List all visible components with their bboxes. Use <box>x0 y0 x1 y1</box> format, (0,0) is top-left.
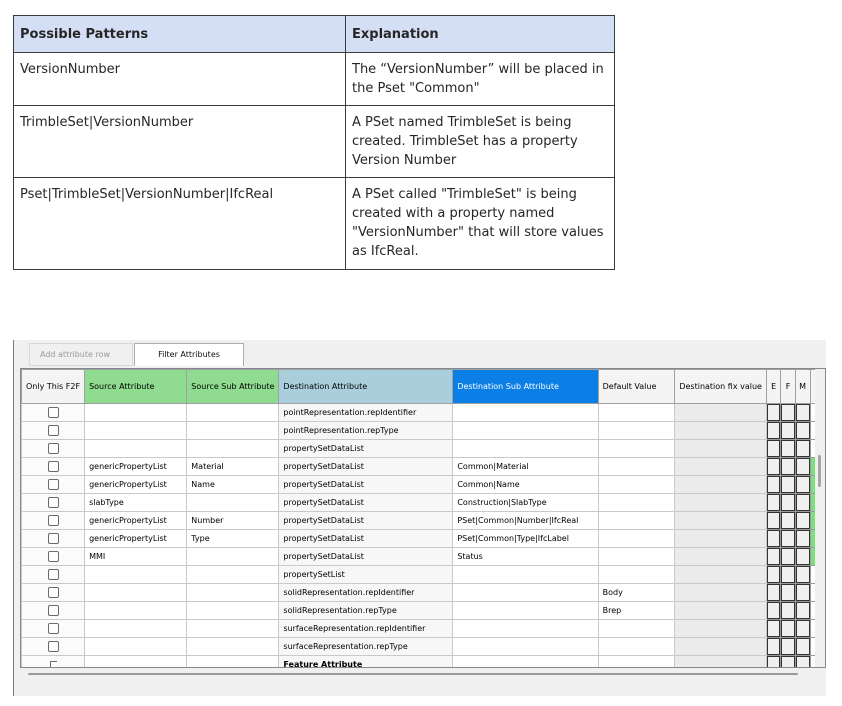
table-row[interactable] <box>22 530 825 548</box>
destination-attribute-cell[interactable]: surfaceRepresentation.repType <box>279 638 453 656</box>
horizontal-scrollbar[interactable] <box>20 673 805 677</box>
table-row[interactable] <box>22 476 825 494</box>
flag-e-cell[interactable] <box>766 512 780 530</box>
flag-m-cell[interactable] <box>795 422 810 440</box>
destination-attribute-cell[interactable]: propertySetDataList <box>279 512 453 530</box>
flag-e-cell[interactable] <box>766 422 780 440</box>
flag-m-box[interactable] <box>796 494 810 511</box>
source-attribute-cell[interactable] <box>85 404 187 422</box>
default-value-cell[interactable] <box>598 620 675 638</box>
patterns-row <box>14 178 615 270</box>
source-attribute-cell[interactable]: MMI <box>85 548 187 566</box>
destination-attribute-cell[interactable]: pointRepresentation.repIdentifier <box>279 404 453 422</box>
flag-e-box[interactable] <box>767 602 780 619</box>
source-sub-attribute-cell[interactable]: Type <box>187 530 279 548</box>
col-header-f[interactable]: F <box>781 370 795 404</box>
flag-e-box[interactable] <box>767 512 780 529</box>
destination-attribute-cell[interactable]: propertySetDataList <box>279 458 453 476</box>
flag-f-box[interactable] <box>781 512 794 529</box>
vertical-scroll-thumb[interactable] <box>818 455 821 487</box>
col-header-only-f2f[interactable]: Only This F2F <box>22 370 85 404</box>
col-header-destination-sub-attribute[interactable]: Destination Sub Attribute <box>453 370 598 404</box>
flag-e-box[interactable] <box>767 584 780 601</box>
flag-f-box[interactable] <box>781 530 794 547</box>
table-row[interactable] <box>22 458 825 476</box>
destination-sub-attribute-cell[interactable]: Common|Name <box>453 476 598 494</box>
destination-fix-value-cell[interactable] <box>675 476 767 494</box>
source-sub-attribute-cell[interactable] <box>187 422 279 440</box>
flag-e-box[interactable] <box>767 404 780 421</box>
patterns-row <box>14 53 615 106</box>
flag-m-cell[interactable] <box>795 584 810 602</box>
grid-header-row <box>22 370 825 404</box>
only-f2f-checkbox-cell[interactable] <box>22 440 85 458</box>
default-value-cell[interactable] <box>598 422 675 440</box>
flag-m-box[interactable] <box>796 566 810 583</box>
source-attribute-cell[interactable]: slabType <box>85 494 187 512</box>
destination-fix-value-cell[interactable] <box>675 602 767 620</box>
attribute-grid <box>20 368 826 668</box>
flag-f-cell[interactable] <box>781 548 795 566</box>
source-attribute-cell[interactable] <box>85 440 187 458</box>
flag-m-cell[interactable] <box>795 458 810 476</box>
flag-e-cell[interactable] <box>766 602 780 620</box>
flag-m-cell[interactable] <box>795 494 810 512</box>
destination-sub-attribute-cell[interactable] <box>453 656 598 669</box>
default-value-cell[interactable] <box>598 548 675 566</box>
flag-m-cell[interactable] <box>795 530 810 548</box>
source-sub-attribute-cell[interactable] <box>187 602 279 620</box>
flag-e-box[interactable] <box>767 548 780 565</box>
flag-e-box[interactable] <box>767 458 780 475</box>
col-header-source-sub-attribute[interactable]: Source Sub Attribute <box>187 370 279 404</box>
flag-e-cell[interactable] <box>766 638 780 656</box>
default-value-cell[interactable] <box>598 656 675 669</box>
flag-e-cell[interactable] <box>766 566 780 584</box>
destination-fix-value-cell[interactable] <box>675 620 767 638</box>
flag-e-cell[interactable] <box>766 404 780 422</box>
default-value-cell[interactable] <box>598 458 675 476</box>
flag-f-box[interactable] <box>781 638 794 655</box>
flag-e-box[interactable] <box>767 656 780 668</box>
flag-m-box[interactable] <box>796 620 810 637</box>
flag-e-box[interactable] <box>767 620 780 637</box>
flag-e-box[interactable] <box>767 494 780 511</box>
flag-f-cell[interactable] <box>781 656 795 669</box>
source-attribute-cell[interactable] <box>85 656 187 669</box>
default-value-cell[interactable] <box>598 476 675 494</box>
destination-attribute-cell[interactable]: propertySetDataList <box>279 476 453 494</box>
flag-e-box[interactable] <box>767 440 780 457</box>
flag-m-cell[interactable] <box>795 548 810 566</box>
flag-m-cell[interactable] <box>795 602 810 620</box>
source-attribute-cell[interactable] <box>85 620 187 638</box>
only-f2f-checkbox-cell[interactable] <box>22 530 85 548</box>
destination-attribute-cell[interactable]: solidRepresentation.repIdentifier <box>279 584 453 602</box>
col-header-default-value[interactable]: Default Value <box>598 370 675 404</box>
flag-m-box[interactable] <box>796 404 810 421</box>
flag-f-cell[interactable] <box>781 512 795 530</box>
attribute-table <box>21 369 825 668</box>
only-f2f-checkbox-cell[interactable] <box>22 476 85 494</box>
source-attribute-cell[interactable]: genericPropertyList <box>85 476 187 494</box>
flag-f-cell[interactable] <box>781 584 795 602</box>
flag-e-cell[interactable] <box>766 440 780 458</box>
destination-attribute-cell[interactable]: surfaceRepresentation.repIdentifier <box>279 620 453 638</box>
source-attribute-cell[interactable]: genericPropertyList <box>85 512 187 530</box>
flag-m-cell[interactable] <box>795 440 810 458</box>
source-sub-attribute-cell[interactable] <box>187 566 279 584</box>
flag-m-box[interactable] <box>796 440 810 457</box>
table-row[interactable] <box>22 566 825 584</box>
table-row[interactable] <box>22 494 825 512</box>
destination-sub-attribute-cell[interactable] <box>453 584 598 602</box>
flag-e-box[interactable] <box>767 530 780 547</box>
source-sub-attribute-cell[interactable]: Number <box>187 512 279 530</box>
default-value-cell[interactable] <box>598 512 675 530</box>
destination-sub-attribute-cell[interactable]: Construction|SlabType <box>453 494 598 512</box>
pattern-cell: Pset|TrimbleSet|VersionNumber|IfcReal <box>14 178 346 270</box>
table-row[interactable] <box>22 620 825 638</box>
only-f2f-checkbox-cell[interactable] <box>22 512 85 530</box>
default-value-cell[interactable]: Brep <box>598 602 675 620</box>
flag-f-box[interactable] <box>781 602 794 619</box>
table-row[interactable] <box>22 638 825 656</box>
destination-sub-attribute-cell[interactable] <box>453 602 598 620</box>
flag-e-cell[interactable] <box>766 458 780 476</box>
flag-f-box[interactable] <box>781 548 794 565</box>
filter-attributes-tab[interactable]: Filter Attributes <box>134 343 244 366</box>
table-row[interactable] <box>22 584 825 602</box>
flag-f-cell[interactable] <box>781 566 795 584</box>
source-attribute-cell[interactable] <box>85 422 187 440</box>
source-sub-attribute-cell[interactable] <box>187 440 279 458</box>
default-value-cell[interactable] <box>598 566 675 584</box>
flag-f-cell[interactable] <box>781 440 795 458</box>
table-row[interactable] <box>22 422 825 440</box>
destination-attribute-cell[interactable]: Feature Attribute <box>279 656 453 669</box>
pattern-cell: TrimbleSet|VersionNumber <box>14 106 346 178</box>
only-f2f-checkbox[interactable] <box>48 461 59 472</box>
col-header-m[interactable]: M <box>795 370 810 404</box>
flag-e-cell[interactable] <box>766 656 780 669</box>
table-row[interactable] <box>22 602 825 620</box>
col-header-destination-attribute[interactable]: Destination Attribute <box>279 370 453 404</box>
default-value-cell[interactable] <box>598 494 675 512</box>
flag-m-box[interactable] <box>796 584 810 601</box>
destination-sub-attribute-cell[interactable] <box>453 566 598 584</box>
explanation-cell: A PSet named TrimbleSet is being created. TrimbleSet has a property Version Number <box>346 106 615 178</box>
flag-m-cell[interactable] <box>795 656 810 669</box>
flag-f-box[interactable] <box>781 458 794 475</box>
table-row[interactable] <box>22 440 825 458</box>
patterns-header-pattern: Possible Patterns <box>14 16 346 53</box>
flag-m-box[interactable] <box>796 512 810 529</box>
source-sub-attribute-cell[interactable] <box>187 584 279 602</box>
flag-e-cell[interactable] <box>766 548 780 566</box>
only-f2f-checkbox[interactable] <box>48 551 59 562</box>
source-sub-attribute-cell[interactable] <box>187 638 279 656</box>
source-attribute-cell[interactable]: genericPropertyList <box>85 458 187 476</box>
table-row[interactable] <box>22 404 825 422</box>
flag-m-box[interactable] <box>796 530 810 547</box>
destination-attribute-cell[interactable]: propertySetDataList <box>279 440 453 458</box>
patterns-header-row <box>14 16 615 53</box>
flag-f-cell[interactable] <box>781 494 795 512</box>
destination-fix-value-cell[interactable] <box>675 404 767 422</box>
destination-sub-attribute-cell[interactable] <box>453 440 598 458</box>
patterns-row <box>14 106 615 178</box>
destination-sub-attribute-cell[interactable] <box>453 620 598 638</box>
destination-fix-value-cell[interactable] <box>675 584 767 602</box>
horizontal-scroll-thumb[interactable] <box>28 673 798 675</box>
destination-fix-value-cell[interactable] <box>675 656 767 669</box>
flag-f-cell[interactable] <box>781 620 795 638</box>
flag-f-box[interactable] <box>781 656 794 668</box>
destination-attribute-cell[interactable]: propertySetDataList <box>279 548 453 566</box>
flag-f-box[interactable] <box>781 494 794 511</box>
explanation-cell: A PSet called "TrimbleSet" is being created with a property named "VersionNumber" that will store values as IfcReal. <box>346 178 615 270</box>
destination-fix-value-cell[interactable] <box>675 458 767 476</box>
flag-m-box[interactable] <box>796 638 810 655</box>
flag-f-box[interactable] <box>781 476 794 493</box>
only-f2f-checkbox[interactable] <box>48 533 59 544</box>
table-row[interactable] <box>22 512 825 530</box>
source-sub-attribute-cell[interactable]: Material <box>187 458 279 476</box>
destination-sub-attribute-cell[interactable] <box>453 404 598 422</box>
vertical-scrollbar[interactable] <box>815 369 825 668</box>
source-attribute-cell[interactable] <box>85 638 187 656</box>
only-f2f-checkbox[interactable] <box>50 661 57 668</box>
flag-f-cell[interactable] <box>781 602 795 620</box>
destination-sub-attribute-cell[interactable]: Status <box>453 548 598 566</box>
destination-attribute-cell[interactable]: propertySetDataList <box>279 494 453 512</box>
destination-fix-value-cell[interactable] <box>675 440 767 458</box>
destination-fix-value-cell[interactable] <box>675 530 767 548</box>
only-f2f-checkbox[interactable] <box>48 569 59 580</box>
col-header-destination-fix-value[interactable]: Destination fix value <box>675 370 767 404</box>
flag-m-cell[interactable] <box>795 638 810 656</box>
source-attribute-cell[interactable]: genericPropertyList <box>85 530 187 548</box>
destination-attribute-cell[interactable]: propertySetList <box>279 566 453 584</box>
attribute-editor-panel <box>13 340 826 696</box>
source-sub-attribute-cell[interactable] <box>187 404 279 422</box>
default-value-cell[interactable]: Body <box>598 584 675 602</box>
flag-m-cell[interactable] <box>795 620 810 638</box>
destination-sub-attribute-cell[interactable]: Common|Material <box>453 458 598 476</box>
only-f2f-checkbox[interactable] <box>48 497 59 508</box>
flag-e-cell[interactable] <box>766 584 780 602</box>
col-header-source-attribute[interactable]: Source Attribute <box>85 370 187 404</box>
source-attribute-cell[interactable] <box>85 602 187 620</box>
flag-f-box[interactable] <box>781 422 794 439</box>
destination-sub-attribute-cell[interactable]: PSet|Common|Type|IfcLabel <box>453 530 598 548</box>
destination-fix-value-cell[interactable] <box>675 422 767 440</box>
destination-fix-value-cell[interactable] <box>675 566 767 584</box>
flag-m-box[interactable] <box>796 476 810 493</box>
patterns-table <box>13 15 615 270</box>
add-attribute-row-button[interactable]: Add attribute row <box>29 343 133 366</box>
flag-f-box[interactable] <box>781 566 794 583</box>
default-value-cell[interactable] <box>598 404 675 422</box>
only-f2f-checkbox-cell[interactable] <box>22 404 85 422</box>
only-f2f-checkbox-cell[interactable] <box>22 422 85 440</box>
only-f2f-checkbox[interactable] <box>48 407 59 418</box>
flag-m-box[interactable] <box>796 458 810 475</box>
source-sub-attribute-cell[interactable] <box>187 656 279 669</box>
flag-f-cell[interactable] <box>781 530 795 548</box>
only-f2f-checkbox-cell[interactable] <box>22 494 85 512</box>
only-f2f-checkbox[interactable] <box>48 623 59 634</box>
destination-sub-attribute-cell[interactable]: PSet|Common|Number|IfcReal <box>453 512 598 530</box>
source-attribute-cell[interactable] <box>85 566 187 584</box>
source-sub-attribute-cell[interactable] <box>187 494 279 512</box>
flag-m-cell[interactable] <box>795 512 810 530</box>
flag-m-cell[interactable] <box>795 476 810 494</box>
flag-e-box[interactable] <box>767 566 780 583</box>
pattern-cell: VersionNumber <box>14 53 346 106</box>
source-attribute-cell[interactable] <box>85 584 187 602</box>
flag-f-box[interactable] <box>781 440 794 457</box>
flag-m-box[interactable] <box>796 422 810 439</box>
destination-sub-attribute-cell[interactable] <box>453 422 598 440</box>
flag-f-cell[interactable] <box>781 458 795 476</box>
default-value-cell[interactable] <box>598 530 675 548</box>
flag-f-box[interactable] <box>781 620 794 637</box>
flag-e-box[interactable] <box>767 638 780 655</box>
flag-f-cell[interactable] <box>781 422 795 440</box>
only-f2f-checkbox[interactable] <box>48 515 59 526</box>
flag-f-cell[interactable] <box>781 638 795 656</box>
flag-m-box[interactable] <box>796 656 810 668</box>
source-sub-attribute-cell[interactable] <box>187 620 279 638</box>
destination-fix-value-cell[interactable] <box>675 512 767 530</box>
destination-attribute-cell[interactable]: propertySetDataList <box>279 530 453 548</box>
flag-e-cell[interactable] <box>766 620 780 638</box>
only-f2f-checkbox-cell[interactable] <box>22 548 85 566</box>
only-f2f-checkbox-cell[interactable] <box>22 638 85 656</box>
flag-m-cell[interactable] <box>795 404 810 422</box>
flag-m-box[interactable] <box>796 548 810 565</box>
flag-f-cell[interactable] <box>781 476 795 494</box>
destination-fix-value-cell[interactable] <box>675 548 767 566</box>
destination-attribute-cell[interactable]: pointRepresentation.repType <box>279 422 453 440</box>
destination-attribute-cell[interactable]: solidRepresentation.repType <box>279 602 453 620</box>
flag-f-cell[interactable] <box>781 404 795 422</box>
flag-e-cell[interactable] <box>766 494 780 512</box>
destination-sub-attribute-cell[interactable] <box>453 638 598 656</box>
only-f2f-checkbox[interactable] <box>48 587 59 598</box>
only-f2f-checkbox[interactable] <box>48 425 59 436</box>
flag-f-box[interactable] <box>781 404 794 421</box>
patterns-header-explanation: Explanation <box>346 16 615 53</box>
source-sub-attribute-cell[interactable]: Name <box>187 476 279 494</box>
only-f2f-checkbox-cell[interactable] <box>22 620 85 638</box>
only-f2f-checkbox[interactable] <box>48 479 59 490</box>
flag-m-box[interactable] <box>796 602 810 619</box>
only-f2f-checkbox[interactable] <box>48 443 59 454</box>
flag-e-box[interactable] <box>767 422 780 439</box>
explanation-cell: The “VersionNumber” will be placed in the Pset "Common" <box>346 53 615 106</box>
flag-m-cell[interactable] <box>795 566 810 584</box>
default-value-cell[interactable] <box>598 638 675 656</box>
table-row[interactable] <box>22 656 825 669</box>
only-f2f-checkbox-cell[interactable] <box>22 566 85 584</box>
only-f2f-checkbox-cell[interactable] <box>22 458 85 476</box>
only-f2f-checkbox-cell[interactable] <box>22 602 85 620</box>
table-row[interactable] <box>22 548 825 566</box>
flag-f-box[interactable] <box>781 584 794 601</box>
only-f2f-checkbox-cell[interactable] <box>22 584 85 602</box>
only-f2f-checkbox[interactable] <box>48 641 59 652</box>
only-f2f-checkbox[interactable] <box>48 605 59 616</box>
grid-body <box>22 404 825 669</box>
default-value-cell[interactable] <box>598 440 675 458</box>
destination-fix-value-cell[interactable] <box>675 494 767 512</box>
flag-e-box[interactable] <box>767 476 780 493</box>
only-f2f-checkbox-cell[interactable] <box>22 656 85 669</box>
col-header-e[interactable]: E <box>766 370 780 404</box>
flag-e-cell[interactable] <box>766 476 780 494</box>
source-sub-attribute-cell[interactable] <box>187 548 279 566</box>
flag-e-cell[interactable] <box>766 530 780 548</box>
destination-fix-value-cell[interactable] <box>675 638 767 656</box>
